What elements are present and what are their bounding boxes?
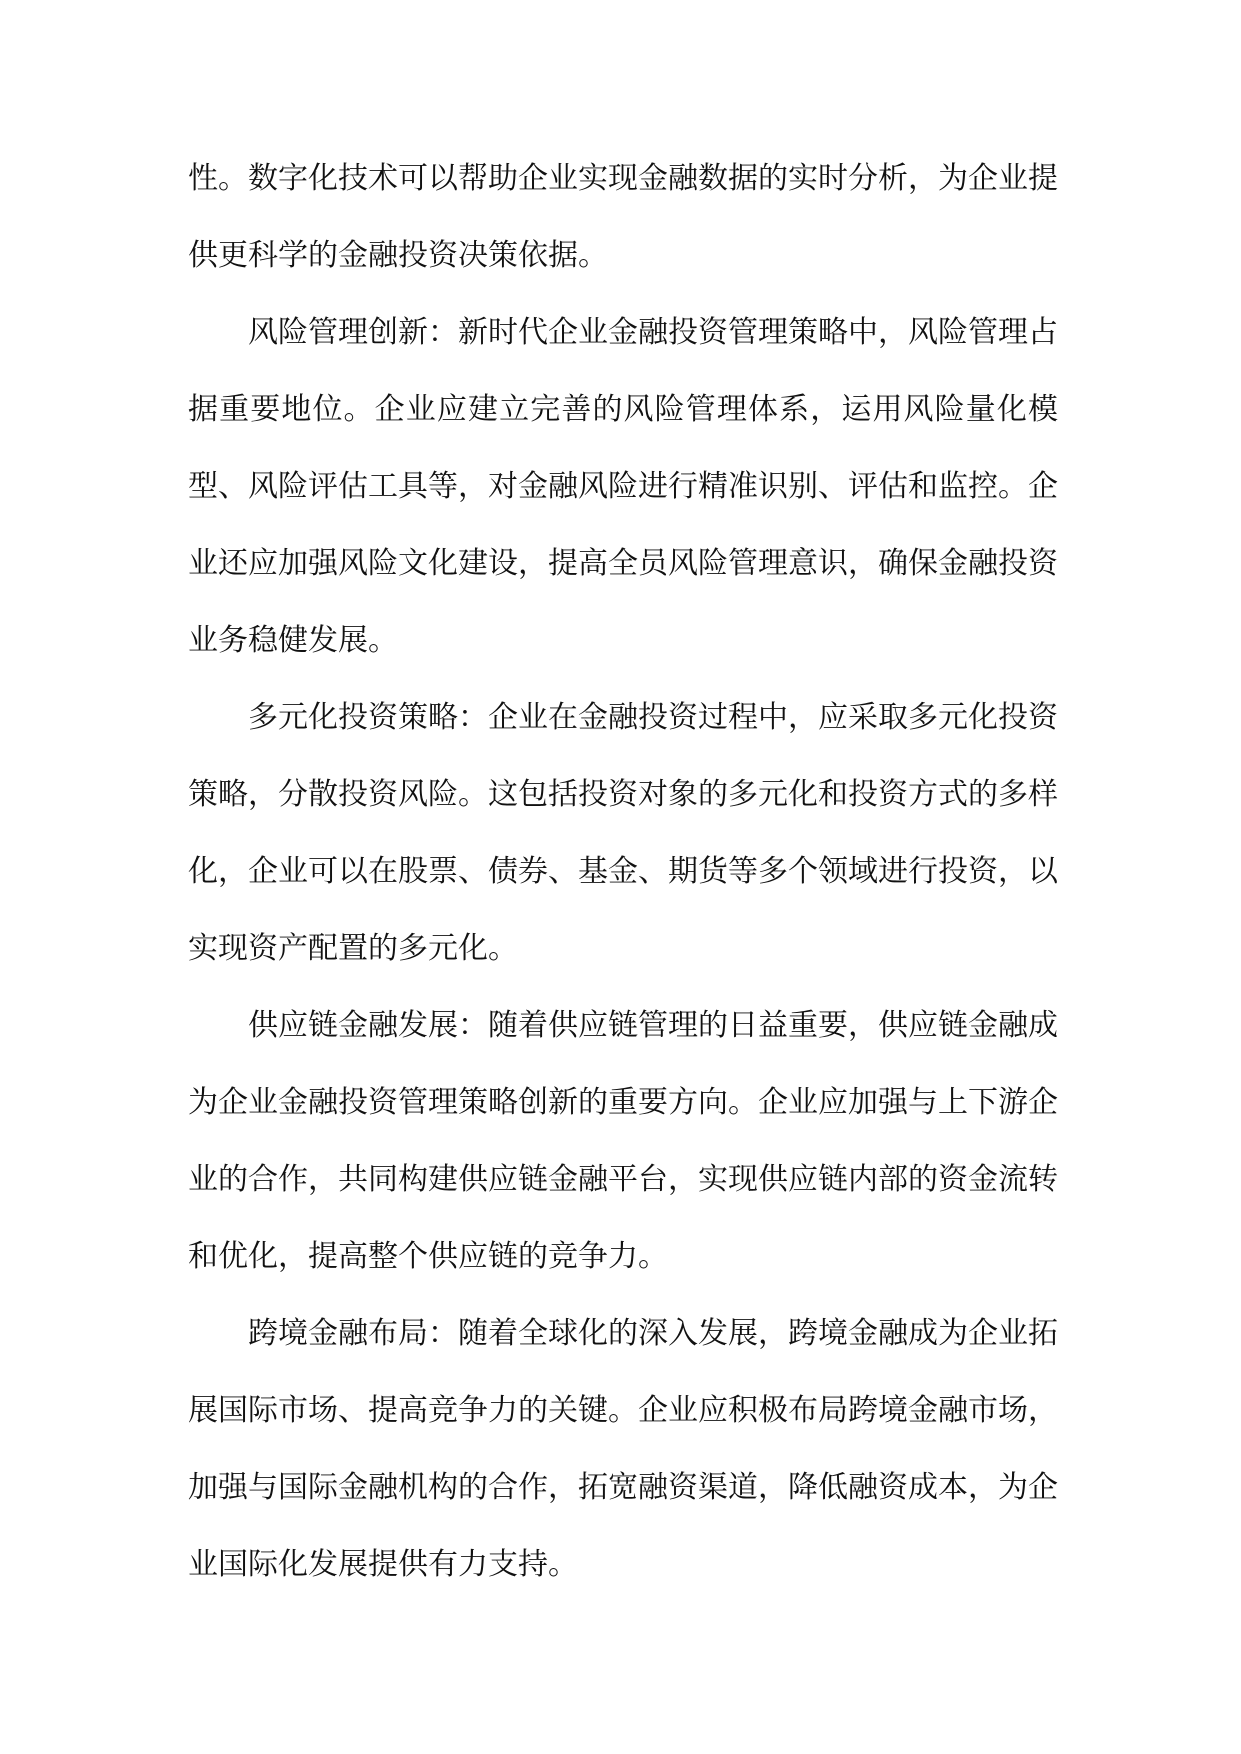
paragraph-cross-border-finance: 跨境金融布局：随着全球化的深入发展，跨境金融成为企业拓展国际市场、提高竞争力的关键。企业应积极布局跨境金融市场，加强与国际金融机构的合作，拓宽融资渠道，降低融资成本，为企业国际化发展提供有力支持。 bbox=[188, 1316, 1058, 1582]
paragraph-supply-chain-finance: 供应链金融发展：随着供应链管理的日益重要，供应链金融成为企业金融投资管理策略创新的重要方向。企业应加强与上下游企业的合作，共同构建供应链金融平台，实现供应链内部的资金流转和优化，提高整个供应链的竞争力。 bbox=[188, 1008, 1058, 1274]
document-body bbox=[188, 140, 1058, 1603]
paragraph-diversified-investment: 多元化投资策略：企业在金融投资过程中，应采取多元化投资策略，分散投资风险。这包括投资对象的多元化和投资方式的多样化，企业可以在股票、债券、基金、期货等多个领域进行投资，以实现资产配置的多元化。 bbox=[188, 700, 1058, 966]
paragraph-continuation: 性。数字化技术可以帮助企业实现金融数据的实时分析，为企业提供更科学的金融投资决策依据。 bbox=[188, 161, 1058, 273]
paragraph-risk-management: 风险管理创新：新时代企业金融投资管理策略中，风险管理占据重要地位。企业应建立完善的风险管理体系，运用风险量化模型、风险评估工具等，对金融风险进行精准识别、评估和监控。企业还应加强风险文化建设，提高全员风险管理意识，确保金融投资业务稳健发展。 bbox=[188, 315, 1058, 658]
